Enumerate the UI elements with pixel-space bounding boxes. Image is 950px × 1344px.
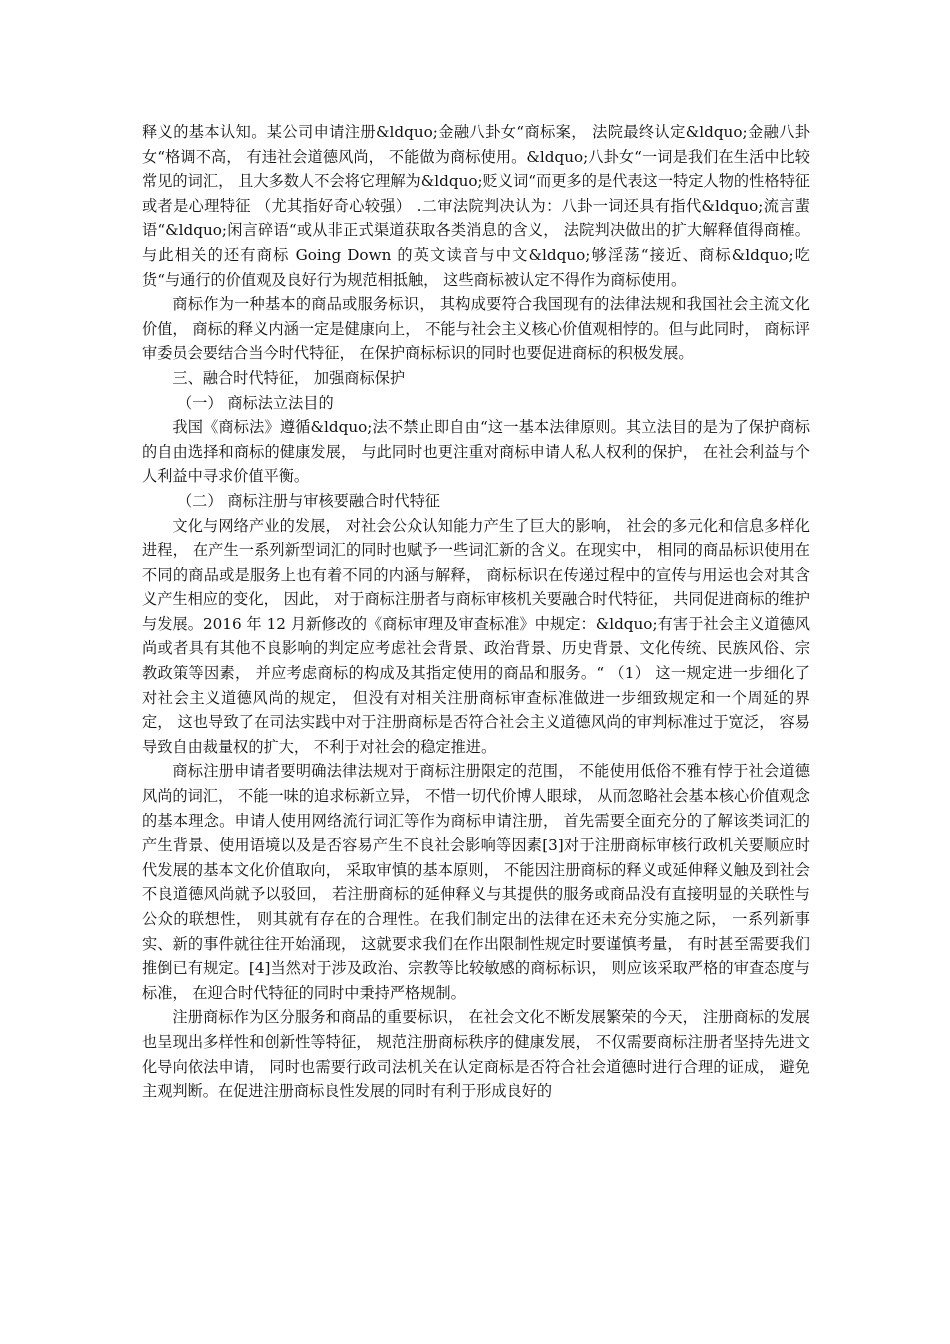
subsection-heading: （二） 商标注册与审核要融合时代特征 [176,491,440,510]
body-paragraph: 商标注册申请者要明确法律法规对于商标注册限定的范围， 不能使用低俗不雅有悖于社会道德风尚的词汇， 不能一味的追求标新立异， 不惜一切代价博人眼球， 从而忽略社会基本核心价值观念的基本理念。申请人使用网络流行词汇等作为商标申请注册， 首先需要全面充分的了解该类词汇的产生背景、使用语境以及是否容易产生不良社会影响等因素[3]对于注册商标审核行政机关要顺应时代发展的基本文化价值取向， 采取审慎的基本原则， 不能因注册商标的释义或延伸释义触及到社会不良道德风尚就予以驳回， 若注册商标的延伸释义与其提供的服务或商品没有直接明显的关联性与公众的联想性， 则其就有存在的合理性。在我们制定出的法律在还未充分实施之际， 一系列新事实、新的事件就往往开始涌现， 这就要求我们在作出限制性规定时要谨慎考量， 有时甚至需要我们推倒已有规定。[4]当然对于涉及政治、宗教等比较敏感的商标标识， 则应该采取严格的审查态度与标准， 在迎合时代特征的同时中秉持严格规制。 [142,762,810,1002]
body-paragraph: 商标作为一种基本的商品或服务标识， 其构成要符合我国现有的法律法规和我国社会主流文化价值， 商标的释义内涵一定是健康向上， 不能与社会主义核心价值观相悖的。但与此同时， 商标评审委员会要结合当今时代特征， 在保护商标标识的同时也要促进商标的积极发展。 [142,295,810,363]
section-heading: 三、融合时代特征， 加强商标保护 [172,368,406,387]
body-paragraph: 文化与网络产业的发展， 对社会公众认知能力产生了巨大的影响， 社会的多元化和信息多样化进程， 在产生一系列新型词汇的同时也赋予一些词汇新的含义。在现实中， 相同的商品标识使用在不同的商品或是服务上也有着不同的内涵与解释， 商标标识在传递过程中的宣传与用运也会对其含义产生相应的变化， 因此， 对于商标注册者与商标审核机关要融合时代特征， 共同促进商标的维护与发展。2016 年 12 月新修改的《商标审理及审查标准》中规定：&ldquo;有害于社会主义道德风尚或者具有其他不良影响的判定应考虑社会背景、政治背景、历史背景、文化传统、民族风俗、宗教政策等因素， 并应考虑商标的构成及其指定使用的商品和服务。“ （1） 这一规定进一步细化了对社会主义道德风尚的规定， 但没有对相关注册商标审查标准做进一步细致规定和一个周延的界定， 这也导致了在司法实践中对于注册商标是否符合社会主义道德风尚的审判标准过于宽泛， 容易导致自由裁量权的扩大， 不利于对社会的稳定推进。 [142,516,810,756]
body-paragraph: 我国《商标法》遵循&ldquo;法不禁止即自由“这一基本法律原则。其立法目的是为了保护商标的自由选择和商标的健康发展， 与此同时也更注重对商标申请人私人权利的保护， 在社会利益与个人利益中寻求价值平衡。 [142,418,810,486]
body-paragraph: 注册商标作为区分服务和商品的重要标识， 在社会文化不断发展繁荣的今天， 注册商标的发展也呈现出多样性和创新性等特征， 规范注册商标秩序的健康发展， 不仅需要商标注册者坚持先进文化导向依法申请， 同时也需要行政司法机关在认定商标是否符合社会道德时进行合理的证成， 避免主观判断。在促进注册商标良性发展的同时有利于形成良好的 [142,1008,810,1101]
subsection-heading: （一） 商标法立法目的 [176,393,334,412]
body-paragraph: 释义的基本认知。某公司申请注册&ldquo;金融八卦女“商标案， 法院最终认定&ldquo;金融八卦女“格调不高， 有违社会道德风尚， 不能做为商标使用。&ldquo;八卦女“一词是我们在生活中比较常见的词汇， 且大多数人不会将它理解为&ldquo;贬义词“而更多的是代表这一特定人物的性格特征或者是心理特征 （尤其指好奇心较强） .二审法院判决认为：八卦一词还具有指代&ldquo;流言蜚语“&ldquo;闲言碎语“或从非正式渠道获取各类消息的含义， 法院判决做出的扩大解释值得商榷。与此相关的还有商标 Going Down 的英文读音与中文&ldquo;够淫荡“接近、商标&ldquo;吃货“与通行的价值观及良好行为规范相抵触， 这些商标被认定不得作为商标使用。 [142,123,810,289]
document-page [142,120,810,1104]
